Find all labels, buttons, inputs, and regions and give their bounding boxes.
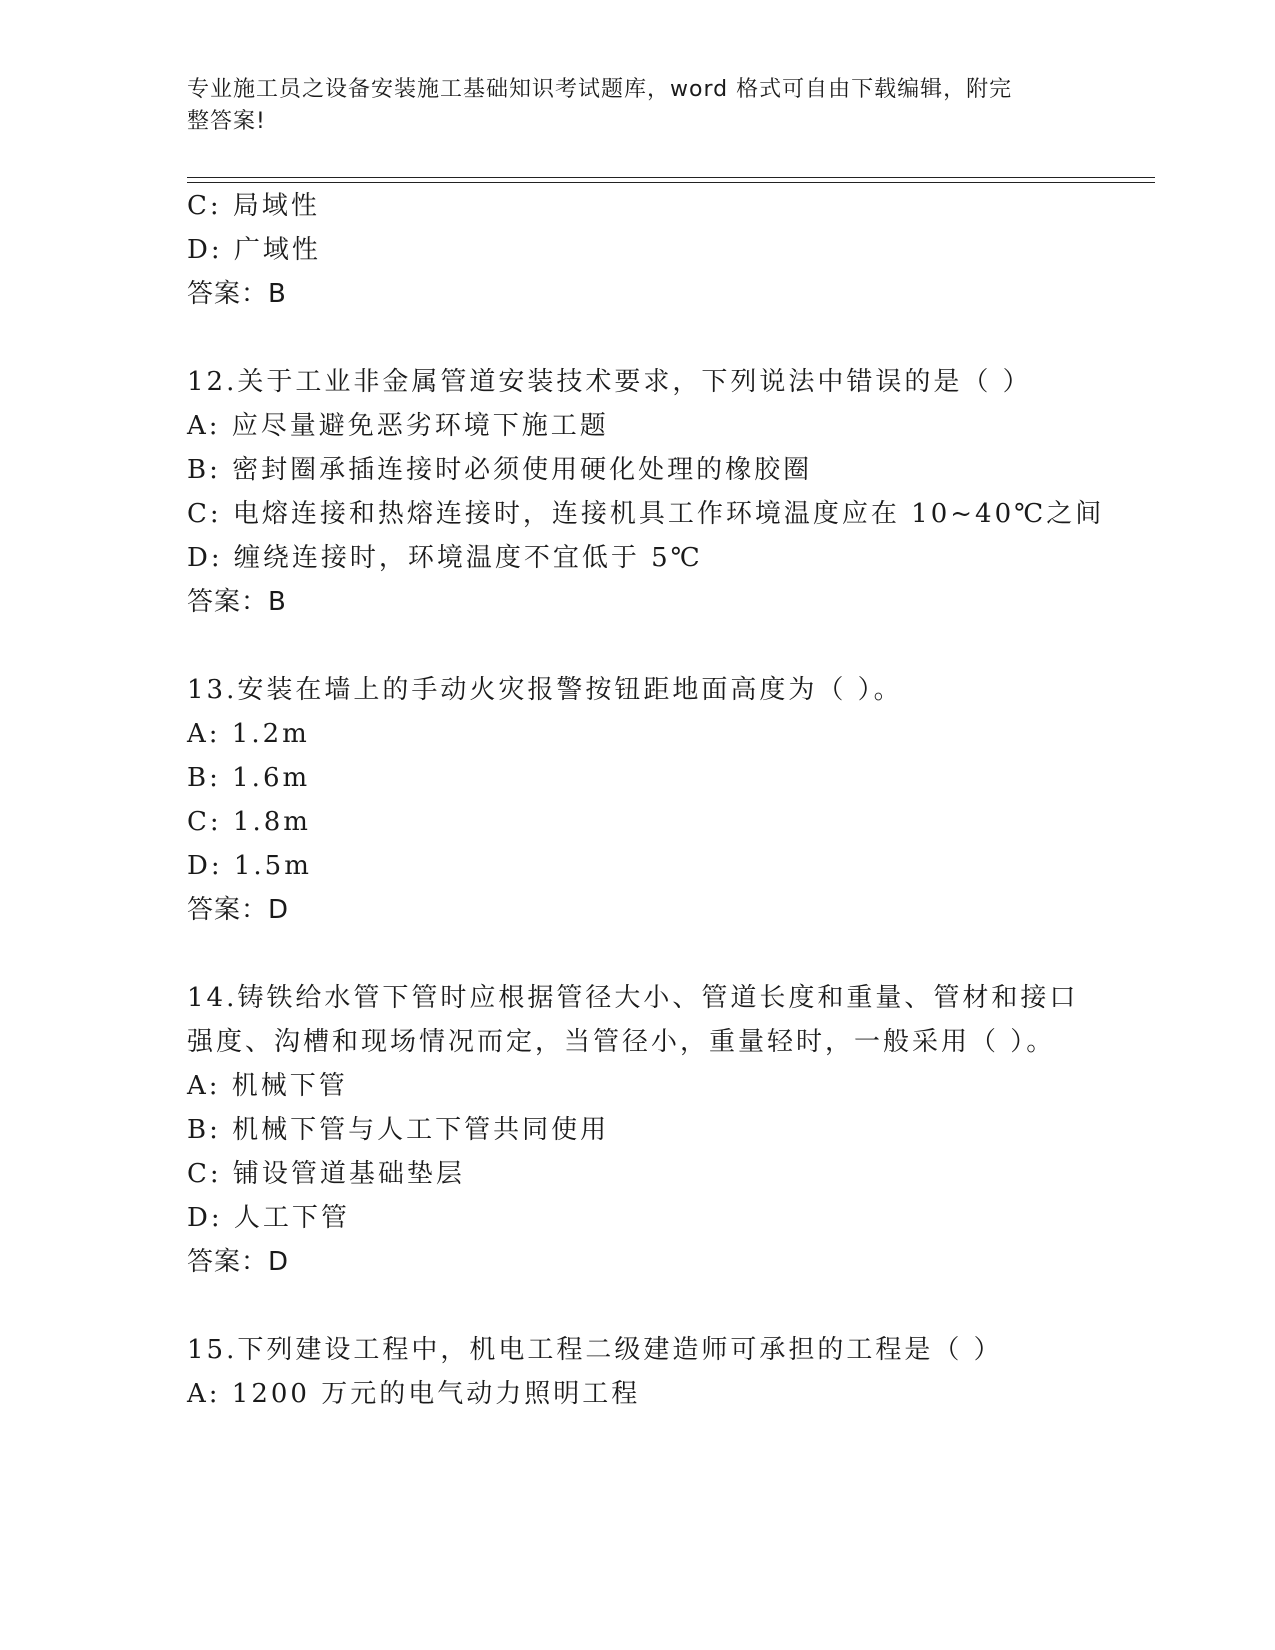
- question-12-option-a: A: 应尽量避免恶劣环境下施工题: [187, 411, 609, 441]
- question-15-stem: 15.下列建设工程中，机电工程二级建造师可承担的工程是（ ）: [187, 1335, 1003, 1365]
- header-line-2: 整答案!: [187, 109, 266, 134]
- answer-line: 答案：B: [187, 279, 287, 309]
- header-rule-top: [187, 177, 1155, 178]
- question-12-option-c: C: 电熔连接和热熔连接时，连接机具工作环境温度应在 10~40℃之间: [187, 499, 1105, 529]
- question-14-answer: 答案：D: [187, 1247, 290, 1277]
- question-13-option-d: D: 1.5m: [187, 851, 312, 881]
- question-14-option-c: C: 铺设管道基础垫层: [187, 1159, 465, 1189]
- question-13-option-a: A: 1.2m: [187, 719, 310, 749]
- question-14-option-a: A: 机械下管: [187, 1071, 348, 1101]
- question-12-option-d: D: 缠绕连接时，环境温度不宜低于 5℃: [187, 543, 703, 573]
- question-14-option-d: D: 人工下管: [187, 1203, 350, 1233]
- question-12-option-b: B: 密封圈承插连接时必须使用硬化处理的橡胶圈: [187, 455, 813, 485]
- header-rule-bottom: [187, 182, 1155, 183]
- option-c: C: 局域性: [187, 191, 320, 221]
- question-14-stem-line-2: 强度、沟槽和现场情况而定，当管径小，重量轻时，一般采用（ ）。: [187, 1027, 1056, 1057]
- question-13-option-b: B: 1.6m: [187, 763, 311, 793]
- question-12-stem: 12.关于工业非金属管道安装技术要求，下列说法中错误的是（ ）: [187, 367, 1032, 397]
- question-13-option-c: C: 1.8m: [187, 807, 311, 837]
- question-14-option-b: B: 机械下管与人工下管共同使用: [187, 1115, 610, 1145]
- question-12-answer: 答案：B: [187, 587, 287, 617]
- question-14-stem-line-1: 14.铸铁给水管下管时应根据管径大小、管道长度和重量、管材和接口: [187, 983, 1079, 1013]
- document-header: [187, 74, 1067, 138]
- option-d: D: 广域性: [187, 235, 321, 265]
- question-13-stem: 13.安装在墙上的手动火灾报警按钮距地面高度为（ ）。: [187, 675, 903, 705]
- question-15-option-a: A: 1200 万元的电气动力照明工程: [187, 1379, 641, 1409]
- question-13-answer: 答案：D: [187, 895, 290, 925]
- header-line-1: 专业施工员之设备安装施工基础知识考试题库，word 格式可自由下载编辑，附完: [187, 77, 1013, 102]
